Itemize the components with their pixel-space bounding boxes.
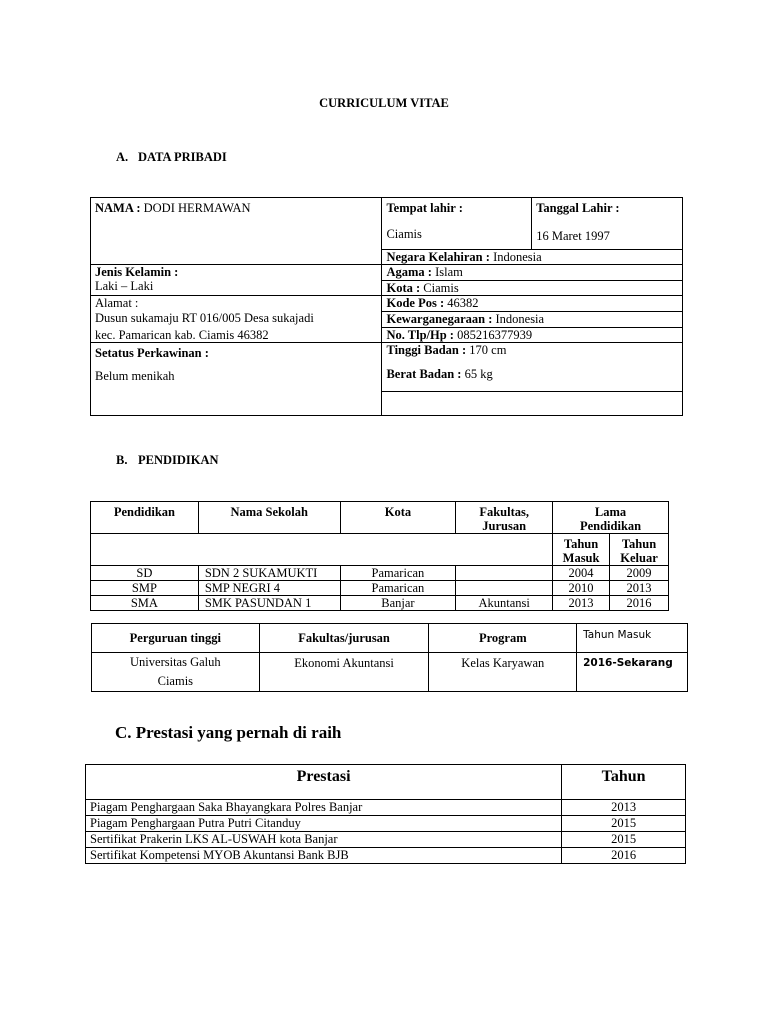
- section-b-number: B.: [116, 453, 128, 467]
- tinggi-label: Tinggi Badan :: [386, 343, 467, 357]
- perguruan-tinggi-table: [91, 623, 688, 692]
- negara-cell: [382, 250, 683, 265]
- document-title: CURRICULUM VITAE: [319, 96, 449, 110]
- tlp-label: No. Tlp/Hp :: [386, 327, 454, 342]
- header-fakultas-jurusan: Fakultas/jurusan: [259, 624, 429, 653]
- table-row: [91, 502, 669, 534]
- kewarganegaraan-cell: [382, 312, 683, 327]
- kota-cell: Pamarican: [340, 566, 456, 581]
- fakultas-cell: [456, 581, 553, 596]
- tahun-cell: 2013: [562, 800, 686, 816]
- table-row: [91, 343, 683, 392]
- sekolah-cell: SMK PASUNDAN 1: [198, 596, 340, 611]
- tahun-cell: 2016: [562, 848, 686, 864]
- table-row: [91, 566, 669, 581]
- kota-cell: Pamarican: [340, 581, 456, 596]
- nama-value: DODI HERMAWAN: [143, 201, 251, 215]
- table-row: [86, 800, 686, 816]
- header-program: Program: [429, 624, 577, 653]
- kode-pos-label: Kode Pos :: [386, 296, 445, 310]
- jenis-kelamin-label: Jenis Kelamin :: [95, 265, 179, 279]
- alamat-line-1: Dusun sukamaju RT 016/005 Desa sukajadi: [95, 311, 314, 325]
- table-row: [91, 296, 683, 312]
- tempat-lahir-label: Tempat lahir :: [386, 201, 463, 215]
- alamat-line-2: kec. Pamarican kab. Ciamis 46382: [95, 328, 269, 342]
- fakultas-cell: Akuntansi: [456, 596, 553, 611]
- table-row: [86, 848, 686, 864]
- pt-line-1: Universitas Galuh: [130, 655, 221, 669]
- jenjang-cell: SD: [91, 566, 199, 581]
- header-perguruan-tinggi: Perguruan tinggi: [92, 624, 260, 653]
- berat-label: Berat Badan :: [386, 367, 462, 381]
- perkawinan-value: Belum menikah: [95, 369, 175, 383]
- alamat-label: Alamat :: [95, 296, 139, 310]
- nama-cell: [91, 198, 382, 265]
- fisik-cell: [382, 343, 683, 392]
- tlp-value: 085216377939: [457, 327, 533, 342]
- table-row: [91, 534, 669, 566]
- sekolah-cell: SMP NEGRI 4: [198, 581, 340, 596]
- masuk-cell: 2004: [553, 566, 610, 581]
- program-cell: Kelas Karyawan: [429, 653, 577, 692]
- tlp-cell: [382, 327, 683, 342]
- masuk-cell: 2013: [553, 596, 610, 611]
- masuk-cell: 2010: [553, 581, 610, 596]
- section-a-heading: [116, 150, 227, 165]
- fakultas-cell: [456, 566, 553, 581]
- table-row: [92, 624, 688, 653]
- perkawinan-label: Setatus Perkawinan :: [95, 346, 209, 360]
- agama-value: Islam: [435, 265, 463, 279]
- header-tahun-masuk: Tahun Masuk: [553, 534, 610, 566]
- header-kota: Kota: [340, 502, 456, 534]
- jenjang-cell: SMA: [91, 596, 199, 611]
- kewarganegaraan-value: Indonesia: [495, 312, 545, 327]
- tahun-cell: 2015: [562, 816, 686, 832]
- section-b-heading: [116, 453, 219, 468]
- keluar-cell: 2013: [610, 581, 669, 596]
- kota-cell: [382, 281, 683, 296]
- perkawinan-cell: [91, 343, 382, 416]
- prestasi-cell: Sertifikat Kompetensi MYOB Akuntansi Bank BJB: [86, 848, 562, 864]
- section-a-number: A.: [116, 150, 129, 164]
- table-row: [92, 653, 688, 692]
- tinggi-value: 170 cm: [469, 343, 507, 357]
- table-row: [86, 765, 686, 800]
- jenjang-cell: SMP: [91, 581, 199, 596]
- header-nama-sekolah: Nama Sekolah: [198, 502, 340, 534]
- table-row: [86, 832, 686, 848]
- kota-label: Kota :: [386, 281, 421, 295]
- table-row: [91, 265, 683, 281]
- negara-value: Indonesia: [493, 250, 542, 264]
- tempat-lahir-cell: [382, 198, 532, 250]
- table-row: [91, 581, 669, 596]
- section-a-label: DATA PRIBADI: [138, 150, 227, 164]
- kota-cell: Banjar: [340, 596, 456, 611]
- tahun-cell: 2015: [562, 832, 686, 848]
- kota-value: Ciamis: [423, 281, 459, 295]
- header-pendidikan: Pendidikan: [91, 502, 199, 534]
- section-c-heading: C. Prestasi yang pernah di raih: [115, 723, 342, 742]
- fakultas-cell: Ekonomi Akuntansi: [259, 653, 429, 692]
- negara-label: Negara Kelahiran :: [386, 250, 490, 264]
- header-tahun: Tahun: [562, 765, 686, 800]
- header-tahun-keluar: Tahun Keluar: [610, 534, 669, 566]
- table-row: [91, 198, 683, 250]
- table-row: [91, 596, 669, 611]
- prestasi-cell: Piagam Penghargaan Putra Putri Citanduy: [86, 816, 562, 832]
- kode-pos-value: 46382: [447, 296, 479, 310]
- section-b-label: PENDIDIKAN: [138, 453, 219, 467]
- prestasi-cell: Piagam Penghargaan Saka Bhayangkara Polres Banjar: [86, 800, 562, 816]
- header-prestasi: Prestasi: [86, 765, 562, 800]
- prestasi-table: [85, 764, 686, 864]
- header-lama-pendidikan: Lama Pendidikan: [553, 502, 669, 534]
- sekolah-cell: SDN 2 SUKAMUKTI: [198, 566, 340, 581]
- header-fakultas: Fakultas, Jurusan: [456, 502, 553, 534]
- berat-value: 65 kg: [464, 367, 493, 381]
- prestasi-cell: Sertifikat Prakerin LKS AL-USWAH kota Banjar: [86, 832, 562, 848]
- tanggal-lahir-cell: [532, 198, 683, 250]
- pendidikan-table: [90, 501, 669, 611]
- jenis-kelamin-cell: [91, 265, 382, 296]
- table-row: [86, 816, 686, 832]
- header-spacer: [91, 534, 553, 566]
- header-tahun-masuk: Tahun Masuk: [577, 624, 688, 653]
- pt-cell: [92, 653, 260, 692]
- keluar-cell: 2016: [610, 596, 669, 611]
- data-pribadi-table: [90, 197, 683, 416]
- tahun-masuk-cell: 2016-Sekarang: [577, 653, 688, 692]
- kewarganegaraan-label: Kewarganegaraan :: [386, 312, 493, 327]
- tanggal-lahir-label: Tanggal Lahir :: [536, 201, 620, 215]
- keluar-cell: 2009: [610, 566, 669, 581]
- alamat-cell: [91, 296, 382, 343]
- empty-cell: [382, 392, 683, 416]
- agama-label: Agama :: [386, 265, 432, 279]
- nama-label: NAMA :: [95, 201, 141, 215]
- jenis-kelamin-value: Laki – Laki: [95, 279, 154, 293]
- pt-line-2: Ciamis: [157, 674, 194, 688]
- tempat-lahir-value: Ciamis: [386, 227, 422, 241]
- kode-pos-cell: [382, 296, 683, 312]
- tanggal-lahir-value: 16 Maret 1997: [536, 229, 610, 243]
- agama-cell: [382, 265, 683, 281]
